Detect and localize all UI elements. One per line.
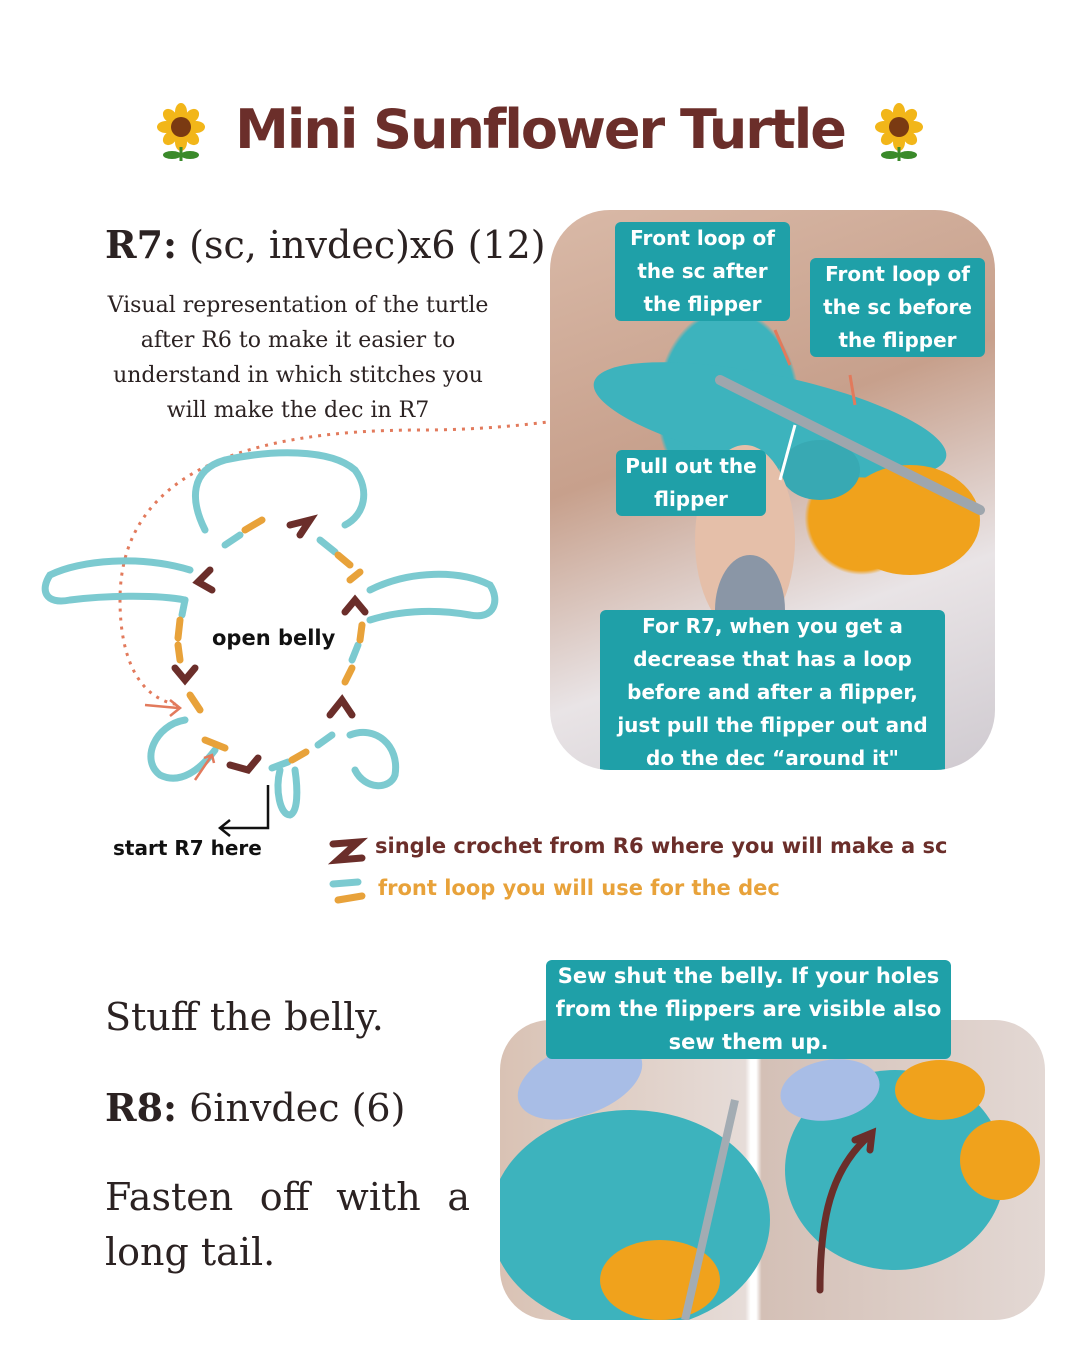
visual-note-line: understand in which stitches you (113, 363, 483, 388)
photo-sew-belly (500, 1020, 1045, 1320)
sc-mark (345, 600, 365, 612)
front-loop-mark (190, 695, 200, 710)
sc-mark (330, 700, 352, 715)
front-loop-mark (350, 572, 360, 580)
front-loop-mark (338, 555, 350, 565)
visual-note-line: after R6 to make it easier to (140, 328, 456, 353)
front-loop-mark (352, 645, 358, 660)
legend-dec-text: front loop you will use for the dec (378, 876, 780, 900)
title-text: Mini Sunflower Turtle (235, 98, 845, 161)
front-loop-mark (182, 600, 185, 615)
label-r7-tip: For R7, when you get a decrease that has a loop before and after a flipper, just pull the flipper out and do the dec “around it" (600, 610, 945, 770)
turtle-back-right-flipper (350, 732, 396, 785)
front-loop-mark (178, 645, 180, 660)
front-loop-mark (292, 752, 306, 760)
sc-mark (230, 758, 258, 770)
label-front-loop-before: Front loop of the sc before the flipper (810, 258, 985, 357)
front-loop-mark (272, 762, 288, 768)
start-arrow (220, 785, 268, 836)
start-r7-label: start R7 here (113, 836, 262, 860)
legend-sc-icon (328, 836, 368, 866)
front-loop-mark (225, 535, 240, 545)
front-loop-mark (360, 625, 362, 640)
r8-instruction (105, 1085, 405, 1130)
label-sew-belly: Sew shut the belly. If your holes from the flippers are visible also sew them up. (546, 960, 951, 1059)
legend-dec-icon (328, 876, 368, 906)
turtle-right-flipper (370, 574, 495, 620)
front-loop-mark (178, 620, 180, 638)
r7-text: (sc, invdec)x6 (12) (189, 223, 546, 267)
fasten-off-line2: long tail. (105, 1230, 276, 1274)
fasten-off-line1: Fasten off with a (105, 1175, 470, 1219)
sc-mark (290, 520, 310, 535)
r8-text: 6invdec (6) (189, 1086, 406, 1130)
sc-mark (175, 668, 195, 680)
visual-note-line: Visual representation of the turtle (107, 293, 489, 318)
front-loop-mark (320, 540, 335, 552)
label-pull-out-flipper: Pull out the flipper (616, 450, 766, 516)
front-loop-mark (345, 668, 352, 682)
front-loop-mark (205, 740, 225, 748)
sc-mark (198, 570, 212, 590)
label-front-loop-after: Front loop of the sc after the flipper (615, 222, 790, 321)
front-loop-mark (245, 520, 262, 530)
pointer-arrow (145, 700, 180, 716)
legend-sc-text: single crochet from R6 where you will make a sc (375, 834, 948, 858)
visual-note-line: will make the dec in R7 (166, 398, 430, 423)
r8-label: R8: (105, 1085, 178, 1130)
turtle-left-flipper (45, 561, 190, 601)
front-loop-mark (318, 735, 332, 745)
photo-crochet-flipper (550, 210, 995, 770)
turtle-head (195, 453, 363, 530)
turtle-back-left-flipper (151, 720, 215, 778)
r7-label: R7: (105, 222, 178, 267)
open-belly-label: open belly (212, 626, 336, 650)
stuff-belly-text: Stuff the belly. (105, 995, 384, 1039)
turtle-tail (278, 770, 297, 815)
